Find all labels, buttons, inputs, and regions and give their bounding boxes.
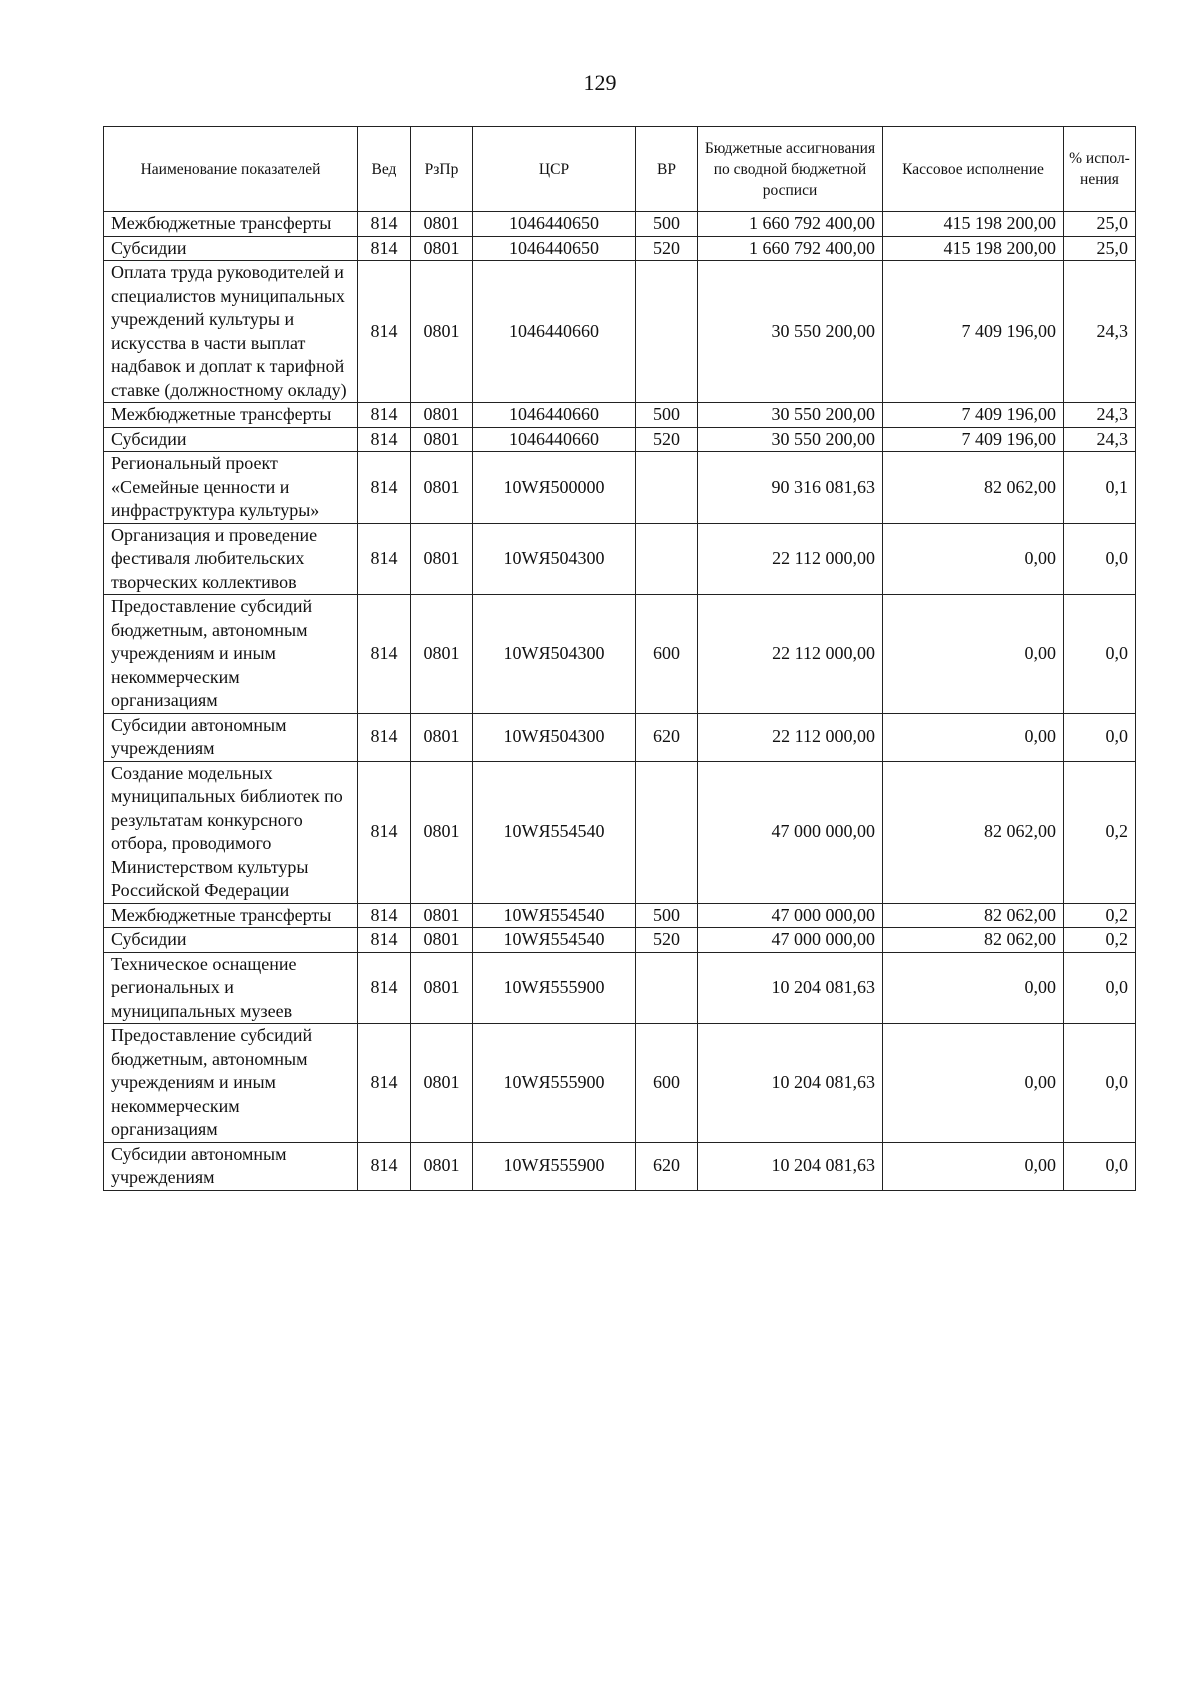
cell-cash: 0,00 [883, 523, 1064, 595]
cell-name: Техническое оснащение региональных и муниципальных музеев [104, 952, 358, 1024]
cell-name: Межбюджетные трансферты [104, 403, 358, 428]
cell-percent: 25,0 [1064, 236, 1136, 261]
cell-cash: 82 062,00 [883, 928, 1064, 953]
table-row [104, 713, 1136, 761]
cell-cash: 0,00 [883, 595, 1064, 714]
table-row [104, 1024, 1136, 1143]
cell-budget: 22 112 000,00 [698, 523, 883, 595]
cell-ved: 814 [358, 903, 411, 928]
cell-vr [636, 523, 698, 595]
cell-csr: 10WЯ555900 [473, 952, 636, 1024]
cell-rzpr: 0801 [411, 236, 473, 261]
cell-vr: 620 [636, 713, 698, 761]
header-ved: Вед [358, 127, 411, 212]
cell-percent: 0,0 [1064, 713, 1136, 761]
cell-vr: 520 [636, 928, 698, 953]
cell-csr: 10WЯ554540 [473, 761, 636, 903]
cell-vr: 520 [636, 427, 698, 452]
cell-ved: 814 [358, 713, 411, 761]
cell-csr: 10WЯ554540 [473, 928, 636, 953]
table-row [104, 427, 1136, 452]
header-budget: Бюджетные ассигнования по сводной бюджетной росписи [698, 127, 883, 212]
cell-csr: 10WЯ555900 [473, 1024, 636, 1143]
page-number: 129 [583, 70, 617, 95]
cell-vr [636, 452, 698, 524]
cell-percent: 0,0 [1064, 1024, 1136, 1143]
cell-name: Региональный проект «Семейные ценности и инфраструктура культуры» [104, 452, 358, 524]
cell-csr: 10WЯ504300 [473, 523, 636, 595]
table-row [104, 928, 1136, 953]
cell-name: Субсидии [104, 236, 358, 261]
cell-name: Организация и проведение фестиваля любительских творческих коллективов [104, 523, 358, 595]
cell-cash: 7 409 196,00 [883, 403, 1064, 428]
cell-percent: 0,1 [1064, 452, 1136, 524]
cell-percent: 0,2 [1064, 903, 1136, 928]
cell-cash: 415 198 200,00 [883, 236, 1064, 261]
cell-csr: 1046440660 [473, 403, 636, 428]
cell-percent: 0,0 [1064, 595, 1136, 714]
table-row [104, 403, 1136, 428]
cell-budget: 10 204 081,63 [698, 1024, 883, 1143]
cell-rzpr: 0801 [411, 452, 473, 524]
cell-rzpr: 0801 [411, 1142, 473, 1190]
cell-csr: 10WЯ554540 [473, 903, 636, 928]
cell-cash: 82 062,00 [883, 452, 1064, 524]
cell-csr: 1046440650 [473, 236, 636, 261]
table-row [104, 952, 1136, 1024]
cell-ved: 814 [358, 212, 411, 237]
cell-budget: 22 112 000,00 [698, 595, 883, 714]
header-cash: Кассовое исполнение [883, 127, 1064, 212]
header-csr: ЦСР [473, 127, 636, 212]
cell-csr: 1046440660 [473, 261, 636, 403]
cell-ved: 814 [358, 236, 411, 261]
cell-budget: 47 000 000,00 [698, 928, 883, 953]
cell-percent: 0,0 [1064, 1142, 1136, 1190]
cell-cash: 0,00 [883, 1024, 1064, 1143]
cell-ved: 814 [358, 1142, 411, 1190]
cell-ved: 814 [358, 523, 411, 595]
cell-vr [636, 761, 698, 903]
cell-rzpr: 0801 [411, 1024, 473, 1143]
cell-percent: 24,3 [1064, 427, 1136, 452]
header-percent: % испол-нения [1064, 127, 1136, 212]
cell-budget: 22 112 000,00 [698, 713, 883, 761]
cell-budget: 47 000 000,00 [698, 761, 883, 903]
table-row [104, 903, 1136, 928]
cell-csr: 10WЯ504300 [473, 595, 636, 714]
cell-rzpr: 0801 [411, 952, 473, 1024]
cell-budget: 1 660 792 400,00 [698, 212, 883, 237]
cell-csr: 10WЯ500000 [473, 452, 636, 524]
cell-ved: 814 [358, 761, 411, 903]
cell-ved: 814 [358, 595, 411, 714]
cell-name: Межбюджетные трансферты [104, 903, 358, 928]
cell-ved: 814 [358, 452, 411, 524]
cell-budget: 90 316 081,63 [698, 452, 883, 524]
header-name: Наименование показателей [104, 127, 358, 212]
cell-vr: 500 [636, 903, 698, 928]
cell-vr: 520 [636, 236, 698, 261]
cell-cash: 0,00 [883, 713, 1064, 761]
cell-rzpr: 0801 [411, 903, 473, 928]
cell-csr: 10WЯ504300 [473, 713, 636, 761]
cell-name: Субсидии [104, 427, 358, 452]
header-vr: ВР [636, 127, 698, 212]
cell-name: Оплата труда руководителей и специалистов муниципальных учреждений культуры и искусства в части выплат надбавок и доплат к тарифной ставке (должностному окладу) [104, 261, 358, 403]
cell-budget: 30 550 200,00 [698, 403, 883, 428]
cell-rzpr: 0801 [411, 212, 473, 237]
cell-rzpr: 0801 [411, 403, 473, 428]
cell-name: Межбюджетные трансферты [104, 212, 358, 237]
cell-name: Субсидии [104, 928, 358, 953]
cell-ved: 814 [358, 1024, 411, 1143]
table-row [104, 261, 1136, 403]
cell-vr: 620 [636, 1142, 698, 1190]
cell-ved: 814 [358, 928, 411, 953]
cell-budget: 30 550 200,00 [698, 261, 883, 403]
cell-budget: 30 550 200,00 [698, 427, 883, 452]
cell-name: Предоставление субсидий бюджетным, автономным учреждениям и иным некоммерческим организациям [104, 1024, 358, 1143]
cell-vr [636, 952, 698, 1024]
cell-cash: 0,00 [883, 952, 1064, 1024]
cell-rzpr: 0801 [411, 261, 473, 403]
cell-cash: 415 198 200,00 [883, 212, 1064, 237]
cell-percent: 24,3 [1064, 261, 1136, 403]
cell-cash: 82 062,00 [883, 903, 1064, 928]
cell-percent: 0,2 [1064, 928, 1136, 953]
cell-ved: 814 [358, 427, 411, 452]
cell-csr: 1046440650 [473, 212, 636, 237]
table-row [104, 1142, 1136, 1190]
cell-cash: 82 062,00 [883, 761, 1064, 903]
cell-vr [636, 261, 698, 403]
table-header-row [104, 127, 1136, 212]
cell-rzpr: 0801 [411, 523, 473, 595]
cell-budget: 47 000 000,00 [698, 903, 883, 928]
cell-ved: 814 [358, 261, 411, 403]
cell-vr: 500 [636, 212, 698, 237]
cell-name: Субсидии автономным учреждениям [104, 713, 358, 761]
cell-rzpr: 0801 [411, 761, 473, 903]
cell-percent: 24,3 [1064, 403, 1136, 428]
cell-rzpr: 0801 [411, 713, 473, 761]
cell-vr: 600 [636, 1024, 698, 1143]
table-row [104, 212, 1136, 237]
header-rzpr: РзПр [411, 127, 473, 212]
cell-name: Предоставление субсидий бюджетным, автономным учреждениям и иным некоммерческим организациям [104, 595, 358, 714]
cell-budget: 10 204 081,63 [698, 1142, 883, 1190]
cell-rzpr: 0801 [411, 928, 473, 953]
cell-name: Субсидии автономным учреждениям [104, 1142, 358, 1190]
cell-name: Создание модельных муниципальных библиотек по результатам конкурсного отбора, проводимого Министерством культуры Российской Федерации [104, 761, 358, 903]
table-row [104, 236, 1136, 261]
cell-rzpr: 0801 [411, 427, 473, 452]
table-row [104, 595, 1136, 714]
cell-cash: 0,00 [883, 1142, 1064, 1190]
cell-csr: 1046440660 [473, 427, 636, 452]
cell-percent: 0,0 [1064, 523, 1136, 595]
cell-csr: 10WЯ555900 [473, 1142, 636, 1190]
cell-budget: 1 660 792 400,00 [698, 236, 883, 261]
cell-vr: 500 [636, 403, 698, 428]
cell-percent: 0,0 [1064, 952, 1136, 1024]
cell-ved: 814 [358, 403, 411, 428]
cell-budget: 10 204 081,63 [698, 952, 883, 1024]
table-row [104, 452, 1136, 524]
cell-percent: 0,2 [1064, 761, 1136, 903]
budget-execution-table [103, 126, 1136, 1191]
cell-cash: 7 409 196,00 [883, 427, 1064, 452]
table-row [104, 523, 1136, 595]
cell-vr: 600 [636, 595, 698, 714]
cell-cash: 7 409 196,00 [883, 261, 1064, 403]
cell-ved: 814 [358, 952, 411, 1024]
table-row [104, 761, 1136, 903]
cell-percent: 25,0 [1064, 212, 1136, 237]
cell-rzpr: 0801 [411, 595, 473, 714]
